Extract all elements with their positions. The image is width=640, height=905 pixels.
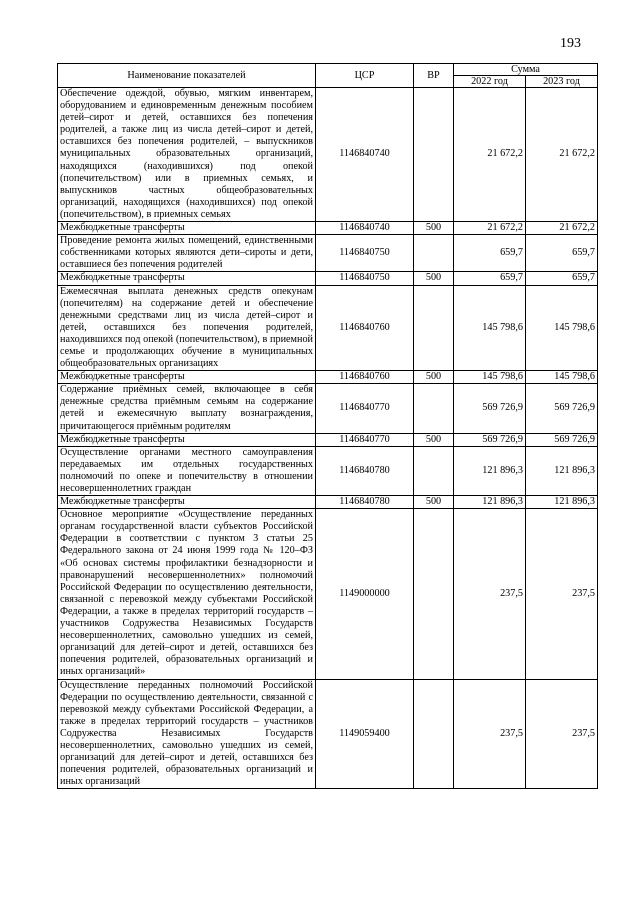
table-row	[58, 272, 598, 285]
header-csr: ЦСР	[316, 64, 414, 88]
row-sum-2023: 121 896,3	[526, 446, 598, 495]
row-sum-2023: 569 726,9	[526, 384, 598, 433]
row-sum-2022: 659,7	[454, 272, 526, 285]
table-row	[58, 679, 598, 789]
row-sum-2023: 659,7	[526, 272, 598, 285]
row-csr: 1149000000	[316, 509, 414, 679]
row-sum-2023: 145 798,6	[526, 285, 598, 371]
row-sum-2023: 237,5	[526, 679, 598, 789]
row-sum-2022: 21 672,2	[454, 222, 526, 235]
table-row	[58, 235, 598, 272]
row-name: Основное мероприятие «Осуществление переданных органам государственной власти субъектов Российской Федерации в соответствии с пунктом 3 статьи 25 Федерального закона от 24 июня 1999 года № 120–ФЗ «Об основах системы профилактики безнадзорности и правонарушений несовершеннолетних» полномочий Российской Федерации по осуществлению деятельности, связанной с перевозкой между субъектами Российской Федерации, а также в пределах территорий государств – участников Содружества Независимых Государств несовершеннолетних, самовольно ушедших из семей, организаций для детей–сирот и детей, оставшихся без попечения родителей, образовательных организаций и иных организаций»	[58, 509, 316, 679]
row-vr	[414, 679, 454, 789]
row-vr: 500	[414, 371, 454, 384]
row-name: Межбюджетные трансферты	[58, 222, 316, 235]
row-csr: 1146840760	[316, 285, 414, 371]
row-sum-2023: 659,7	[526, 235, 598, 272]
row-vr	[414, 235, 454, 272]
row-sum-2022: 569 726,9	[454, 433, 526, 446]
row-vr	[414, 446, 454, 495]
table-row	[58, 222, 598, 235]
table-row	[58, 285, 598, 371]
header-year-2023: 2023 год	[526, 76, 598, 88]
row-name: Осуществление органами местного самоуправления передаваемых им отдельных государственных полномочий по опеке и попечительству в отношении несовершеннолетних граждан	[58, 446, 316, 495]
row-csr: 1146840780	[316, 446, 414, 495]
row-vr	[414, 384, 454, 433]
row-sum-2022: 569 726,9	[454, 384, 526, 433]
header-sum: Сумма	[454, 64, 598, 76]
row-name: Межбюджетные трансферты	[58, 433, 316, 446]
table-row	[58, 446, 598, 495]
row-name: Ежемесячная выплата денежных средств опекунам (попечителям) на содержание детей и обеспечение денежными средствами лиц из числа детей–сирот и детей, оставшихся без попечения родителей, находившихся под опекой (попечительством), в приемной семье и продолжающих обучение в муниципальных общеобразовательных организациях	[58, 285, 316, 371]
row-csr: 1146840750	[316, 272, 414, 285]
row-vr	[414, 509, 454, 679]
row-csr: 1149059400	[316, 679, 414, 789]
row-sum-2023: 569 726,9	[526, 433, 598, 446]
row-sum-2022: 237,5	[454, 509, 526, 679]
row-sum-2022: 145 798,6	[454, 285, 526, 371]
row-sum-2023: 21 672,2	[526, 88, 598, 222]
row-sum-2022: 21 672,2	[454, 88, 526, 222]
row-csr: 1146840760	[316, 371, 414, 384]
row-csr: 1146840770	[316, 384, 414, 433]
table-row	[58, 371, 598, 384]
row-sum-2022: 237,5	[454, 679, 526, 789]
table-row	[58, 433, 598, 446]
row-vr	[414, 285, 454, 371]
row-sum-2023: 145 798,6	[526, 371, 598, 384]
row-sum-2022: 659,7	[454, 235, 526, 272]
table-row	[58, 509, 598, 679]
row-csr: 1146840770	[316, 433, 414, 446]
row-vr: 500	[414, 433, 454, 446]
row-sum-2023: 21 672,2	[526, 222, 598, 235]
header-name: Наименование показателей	[58, 64, 316, 88]
row-name: Проведение ремонта жилых помещений, единственными собственниками которых являются дети–сироты и дети, оставшиеся без попечения родителей	[58, 235, 316, 272]
header-vr: ВР	[414, 64, 454, 88]
budget-table	[57, 63, 598, 789]
row-sum-2022: 121 896,3	[454, 496, 526, 509]
row-vr: 500	[414, 222, 454, 235]
row-csr: 1146840780	[316, 496, 414, 509]
row-name: Межбюджетные трансферты	[58, 496, 316, 509]
row-name: Обеспечение одеждой, обувью, мягким инвентарем, оборудованием и единовременным денежным пособием детей–сирот и детей, оставшихся без попечения родителей, а также лиц из числа детей–сирот и детей, оставшихся без попечения родителей, – выпускников муниципальных образовательных организаций, находящихся (находившихся) под опекой (попечительством) или в приемных семьях, и выпускников частных общеобразовательных организаций, находящихся (находившихся) под опекой (попечительством), в приемных семьях	[58, 88, 316, 222]
row-csr: 1146840740	[316, 222, 414, 235]
row-csr: 1146840750	[316, 235, 414, 272]
row-vr	[414, 88, 454, 222]
row-name: Осуществление переданных полномочий Российской Федерации по осуществлению деятельности, связанной с перевозкой между субъектами Российской Федерации, а также в пределах территорий государств – участников Содружества Независимых Государств несовершеннолетних, самовольно ушедших из семей, организаций для детей–сирот и детей, оставшихся без попечения родителей, образовательных организаций и иных организаций	[58, 679, 316, 789]
row-sum-2023: 237,5	[526, 509, 598, 679]
row-name: Межбюджетные трансферты	[58, 371, 316, 384]
page-number: 193	[560, 36, 581, 51]
row-csr: 1146840740	[316, 88, 414, 222]
row-sum-2022: 145 798,6	[454, 371, 526, 384]
table-row	[58, 496, 598, 509]
row-name: Межбюджетные трансферты	[58, 272, 316, 285]
row-vr: 500	[414, 272, 454, 285]
table-row	[58, 384, 598, 433]
row-sum-2022: 121 896,3	[454, 446, 526, 495]
row-name: Содержание приёмных семей, включающее в себя денежные средства приёмным семьям на содержание детей и ежемесячную выплату вознаграждения, причитающегося приёмным родителям	[58, 384, 316, 433]
table-row	[58, 88, 598, 222]
row-vr: 500	[414, 496, 454, 509]
row-sum-2023: 121 896,3	[526, 496, 598, 509]
header-year-2022: 2022 год	[454, 76, 526, 88]
